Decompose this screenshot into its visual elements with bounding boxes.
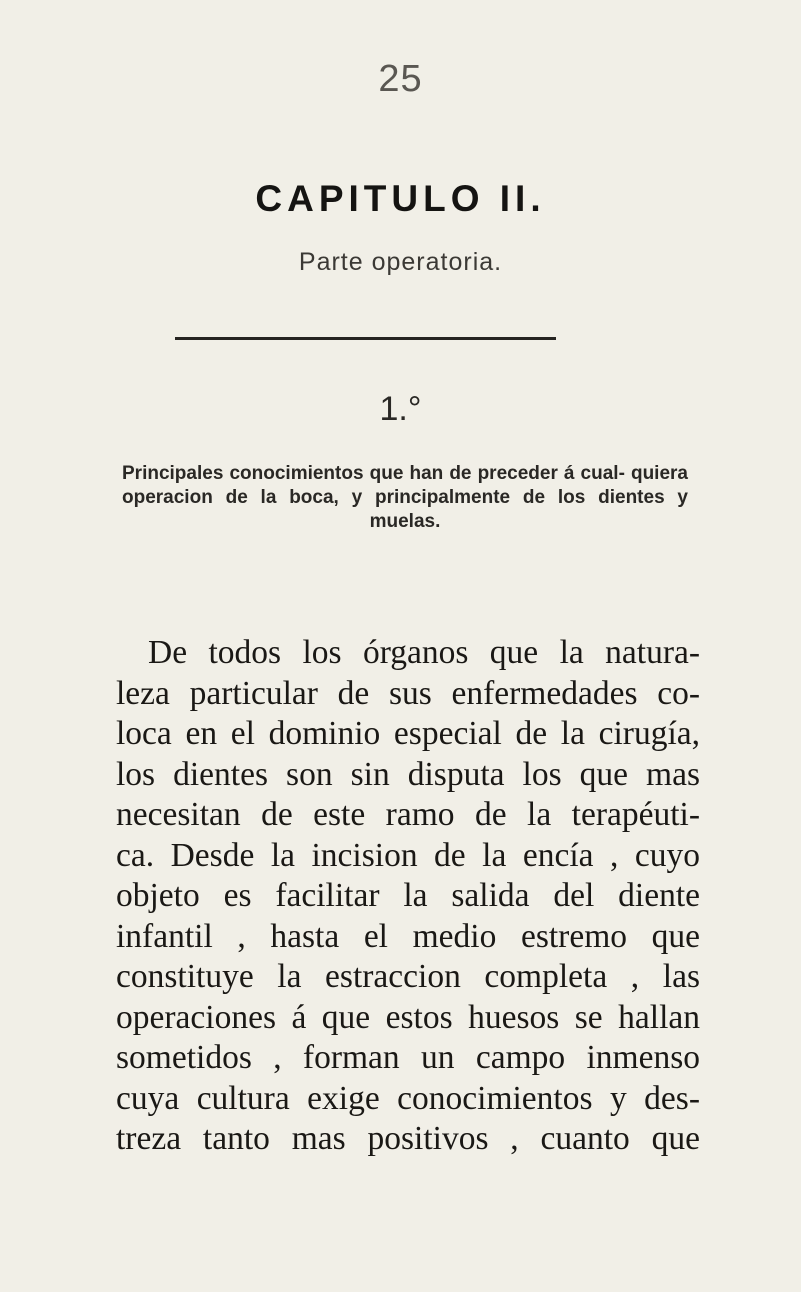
- body-line: leza particular de sus enfermedades co-: [116, 674, 700, 712]
- body-line: constituye la estraccion completa , las: [116, 958, 700, 995]
- chapter-subtitle: Parte operatoria.: [298, 248, 503, 276]
- body-line: operaciones á que estos huesos se hallan: [116, 998, 700, 1036]
- body-line: cuya cultura exige conocimientos y des-: [116, 1079, 700, 1117]
- section-number: 1.°: [379, 390, 422, 428]
- body-line: De todos los órganos que la natura-: [148, 634, 700, 671]
- body-line: loca en el dominio especial de la cirugía,: [116, 715, 700, 752]
- divider-rule: [175, 337, 556, 340]
- body-line: objeto es facilitar la salida del diente: [116, 877, 700, 914]
- body-paragraph: [116, 633, 700, 1160]
- body-line: sometidos , forman un campo inmenso: [116, 1039, 700, 1076]
- page-number: 25: [378, 58, 423, 100]
- section-summary: Principales conocimientos que han de preceder á cual- quiera operacion de la boca, y principalmente de los dientes y muelas.: [122, 463, 688, 532]
- body-line: necesitan de este ramo de la terapéuti-: [116, 796, 700, 833]
- chapter-title: CAPITULO II.: [255, 178, 546, 219]
- body-line: treza tanto mas positivos , cuanto que: [116, 1120, 700, 1157]
- body-line: los dientes son sin disputa los que mas: [116, 755, 700, 793]
- body-line: ca. Desde la incision de la encía , cuyo: [116, 836, 700, 874]
- body-line: infantil , hasta el medio estremo que: [116, 917, 700, 955]
